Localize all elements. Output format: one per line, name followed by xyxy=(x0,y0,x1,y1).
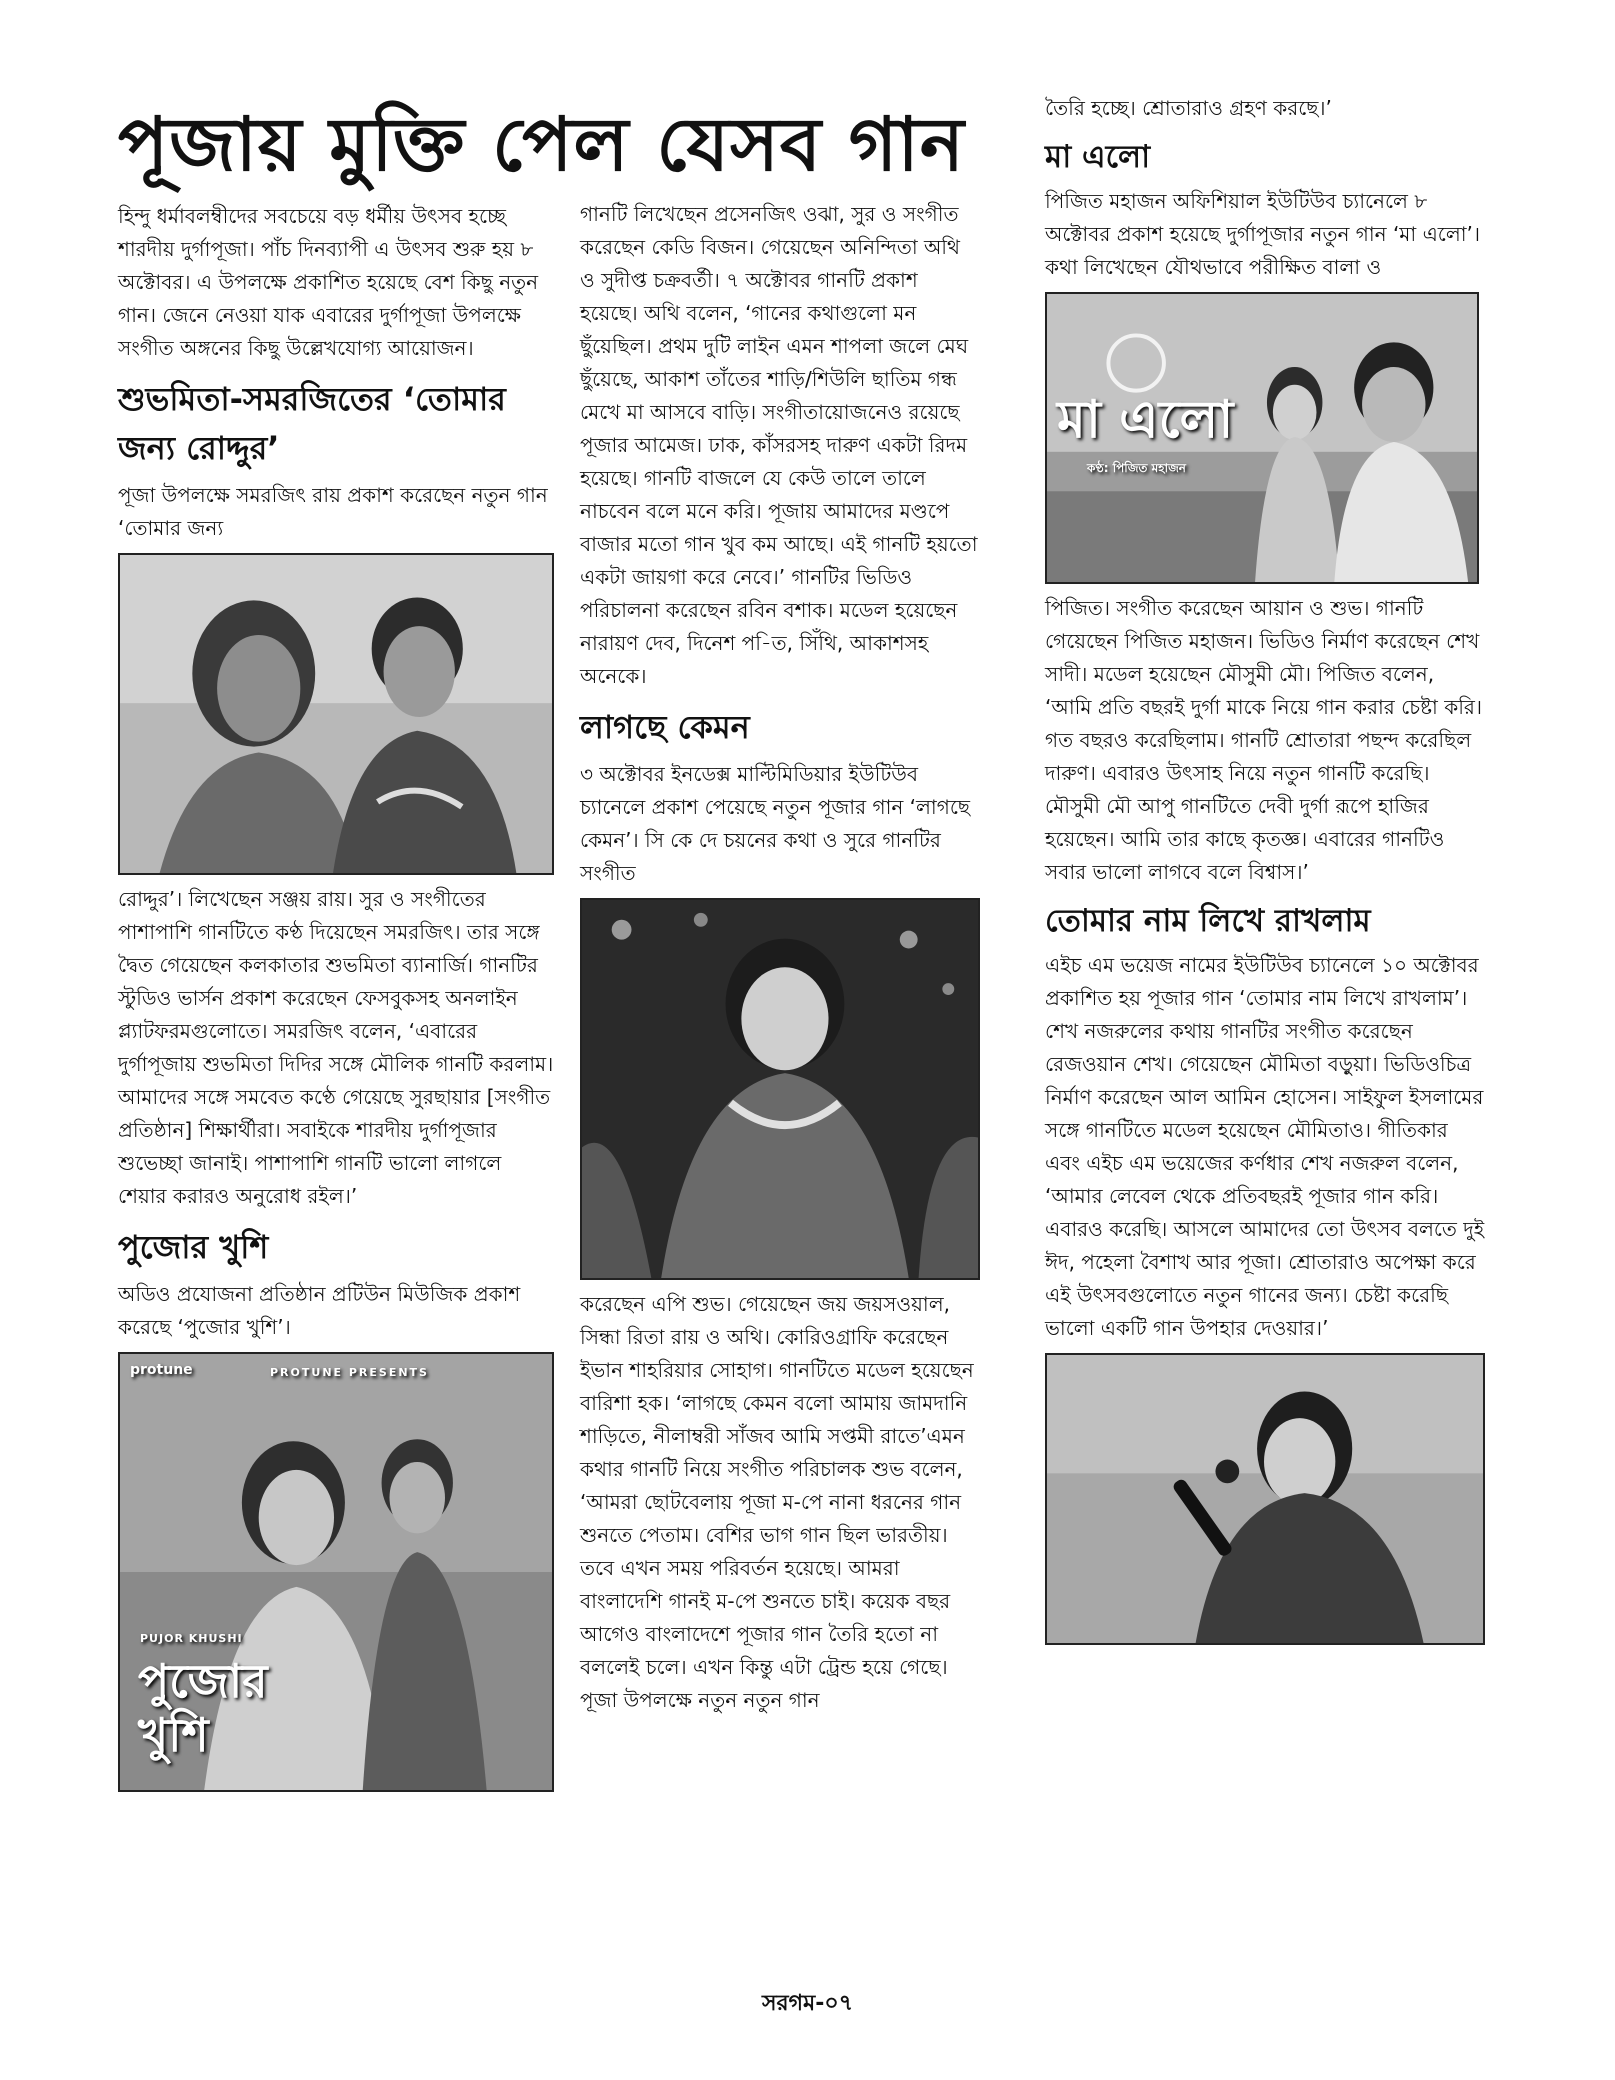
photo-samarjit-shuvomita xyxy=(118,553,554,875)
poster-subtitle: PUJOR KHUSHI xyxy=(140,1632,243,1645)
poster-presents-text: PROTUNE PRESENTS xyxy=(270,1366,429,1379)
photo-samarjit-shuvomita-image xyxy=(120,555,552,873)
section-heading-lagche-kemon: লাগছে কেমন xyxy=(580,708,750,746)
pujor-khushi-text: অডিও প্রযোজনা প্রতিষ্ঠান প্রটিউন মিউজিক প্রকাশ করেছে ‘পুজোর খুশি’। xyxy=(118,1282,521,1339)
ma-elo-text-after: পিজিত। সংগীত করেছেন আয়ান ও শুভ। গানটি গেয়েছেন পিজিত মহাজন। ভিডিও নির্মাণ করেছেন শেখ সাদী। মডেল হয়েছেন মৌসুমী মৌ। পিজিত বলেন, ‘আমি প্রতি বছরই দুর্গা মাকে নিয়ে গান করার চেষ্টা করি। গত বছরও করেছিলাম। গানটি শ্রোতারা পছন্দ করেছিল দারুণ। এবারও উৎসাহ নিয়ে নতুন গানটি করেছি। মৌসুমী মৌ আপু গানটিতে দেবী দুর্গা রূপে হাজির হয়েছেন। আমি তার কাছে কৃতজ্ঞ। এবারের গানটিও সবার ভালো লাগবে বলে বিশ্বাস।’ xyxy=(1045,596,1483,884)
section-heading-tomar-naam: তোমার নাম লিখে রাখলাম xyxy=(1045,903,1371,939)
lagche-kemon-text-continued: তৈরি হচ্ছে। শ্রোতারাও গ্রহণ করছে।’ xyxy=(1045,96,1332,120)
lagche-kemon-text-before: ৩ অক্টোবর ইনডেক্স মাল্টিমিডিয়ার ইউটিউব চ্যানেলে প্রকাশ পেয়েছে নতুন পূজার গান ‘লাগছে কেমন’। সি কে দে চয়নের কথা ও সুরে গানটির সংগীত xyxy=(580,762,970,885)
poster-credit-ma-elo: কণ্ঠ: পিজিত মহাজন xyxy=(1087,461,1186,475)
ma-elo-text-before: পিজিত মহাজন অফিশিয়াল ইউটিউব চ্যানেলে ৮ অক্টোবর প্রকাশ হয়েছে দুর্গাপূজার নতুন গান ‘মা এলো’। কথা লিখেছেন যৌথভাবে পরীক্ষিত বালা ও xyxy=(1045,189,1481,279)
poster-title-ma-elo: মা এলো xyxy=(1057,390,1234,450)
tomar-jonno-text-after: রোদ্দুর’। লিখেছেন সঞ্জয় রায়। সুর ও সংগীতের পাশাপাশি গানটিতে কণ্ঠ দিয়েছেন সমরজিৎ। তার সঙ্গে দ্বৈত গেয়েছেন কলকাতার শুভমিতা ব্যানার্জি। গানটির স্টুডিও ভার্সন প্রকাশ করেছেন ফেসবুকসহ অনলাইন প্ল্যাটফরমগুলোতে। সমরজিৎ বলেন, ‘এবারের দুর্গাপূজায় শুভমিতা দিদির সঙ্গে মৌলিক গানটি করলাম। আমাদের সঙ্গে সমবেত কণ্ঠে গেয়েছে সুরছায়ার [সংগীত প্রতিষ্ঠান] শিক্ষার্থীরা। সবাইকে শারদীয় দুর্গাপূজার শুভেচ্ছা জানাই। পাশাপাশি গানটি ভালো লাগলে শেয়ার করারও অনুরোধ রইল।’ xyxy=(118,887,554,1208)
photo-moumita-barua-image xyxy=(1047,1355,1483,1643)
section-heading-tomar-jonno: শুভমিতা-সমরজিতের ‘তোমার জন্য রোদ্দুর’ xyxy=(118,380,506,467)
lagche-kemon-text-after: করেছেন এপি শুভ। গেয়েছেন জয় জয়সওয়াল, সিন্ধা রিতা রায় ও অথি। কোরিওগ্রাফি করেছেন ইভান শাহরিয়ার সোহাগ। গানটিতে মডেল হয়েছেন বারিশা হক। ‘লাগছে কেমন বলো আমায় জামদানি শাড়িতে, নীলাম্বরী সাঁজব আমি সপ্তমী রাতে’এমন কথার গানটি নিয়ে সংগীত পরিচালক শুভ বলেন, ‘আমরা ছোটবেলায় পূজা ম-পে নানা ধরনের গান শুনতে পেতাম। বেশির ভাগ গান ছিল ভারতীয়। তবে এখন সময় পরিবর্তন হয়েছে। আমরা বাংলাদেশি গানই ম-পে শুনতে চাই। কয়েক বছর আগেও বাংলাদেশে পূজার গান তৈরি হতো না বললেই চলে। এখন কিন্তু এটা ট্রেন্ড হয়ে গেছে। পূজা উপলক্ষে নতুন নতুন গান xyxy=(580,1292,974,1712)
tomar-naam-text: এইচ এম ভয়েজ নামের ইউটিউব চ্যানেলে ১০ অক্টোবর প্রকাশিত হয় পূজার গান ‘তোমার নাম লিখে রাখলাম’। শেখ নজরুলের কথায় গানটির সংগীত করেছেন রেজওয়ান শেখ। গেয়েছেন মৌমিতা বড়ুয়া। ভিডিওচিত্র নির্মাণ করেছেন আল আমিন হোসেন। সাইফুল ইসলামের সঙ্গে গানটিতে মডেল হয়েছেন মৌমিতাও। গীতিকার এবং এইচ এম ভয়েজের কর্ণধার শেখ নজরুল বলেন, ‘আমার লেবেল থেকে প্রতিবছরই পূজার গান করি। এবারও করেছি। আসলে আমাদের তো উৎসব বলতে দুই ঈদ, পহেলা বৈশাখ আর পূজা। শ্রোতারাও অপেক্ষা করে এই উৎসবগুলোতে নতুন গানের জন্য। চেষ্টা করেছি ভালো একটি গান উপহার দেওয়ার।’ xyxy=(1045,953,1485,1340)
photo-barisha-haque xyxy=(580,898,980,1280)
photo-barisha-haque-image xyxy=(582,900,978,1278)
pujor-khushi-text-continued: গানটি লিখেছেন প্রসেনজিৎ ওঝা, সুর ও সংগীত করেছেন কেডি বিজন। গেয়েছেন অনিন্দিতা অথি ও সুদীপ্ত চক্রবর্তী। ৭ অক্টোবর গানটি প্রকাশ হয়েছে। অথি বলেন, ‘গানের কথাগুলো মন ছুঁয়েছিল। প্রথম দুটি লাইন এমন শাপলা জলে মেঘ ছুঁয়েছে, আকাশ তাঁতের শাড়ি/শিউলি ছাতিম গন্ধ মেখে মা আসবে বাড়ি। সংগীতায়োজনেও রয়েছে পূজার আমেজ। ঢাক, কাঁসরসহ দারুণ একটা রিদম হয়েছে। গানটি বাজলে যে কেউ তালে তালে নাচবেন বলে মনে করি। পূজায় আমাদের মণ্ডপে বাজার মতো গান খুব কম আছে। এই গানটি হয়তো একটা জায়গা করে নেবে।’ গানটির ভিডিও পরিচালনা করেছেন রবিন বশাক। মডেল হয়েছেন নারায়ণ দেব, দিনেশ প-িত, সিঁথি, আকাশসহ অনেকে। xyxy=(580,202,978,688)
column-3 xyxy=(1045,92,1485,1975)
photo-moumita-barua xyxy=(1045,1353,1485,1645)
page-number: সরগম-০৭ xyxy=(761,1991,853,2016)
column-2 xyxy=(580,198,980,1975)
tomar-jonno-text-before: পূজা উপলক্ষে সমরজিৎ রায় প্রকাশ করেছেন নতুন গান ‘তোমার জন্য xyxy=(118,483,548,540)
page-title: পূজায় মুক্তি পেল যেসব গান xyxy=(118,102,965,188)
poster-ma-elo xyxy=(1045,292,1479,584)
column-1 xyxy=(118,200,554,1975)
section-heading-ma-elo: মা এলো xyxy=(1045,139,1151,175)
intro-paragraph: হিন্দু ধর্মাবলম্বীদের সবচেয়ে বড় ধর্মীয় উৎসব হচ্ছে শারদীয় দুর্গাপূজা। পাঁচ দিনব্যাপী এ উৎসব শুরু হয় ৮ অক্টোবর। এ উপলক্ষে প্রকাশিত হয়েছে বেশ কিছু নতুন গান। জেনে নেওয়া যাক এবারের দুর্গাপূজা উপলক্ষে সংগীত অঙ্গনের কিছু উল্লেখযোগ্য আয়োজন। xyxy=(118,204,539,360)
poster-title-pujor-khushi: পুজোর খুশি xyxy=(138,1654,268,1762)
section-heading-pujor-khushi: পুজোর খুশি xyxy=(118,1228,269,1266)
poster-brand-logo: protune xyxy=(130,1362,193,1378)
poster-pujor-khushi xyxy=(118,1352,554,1792)
